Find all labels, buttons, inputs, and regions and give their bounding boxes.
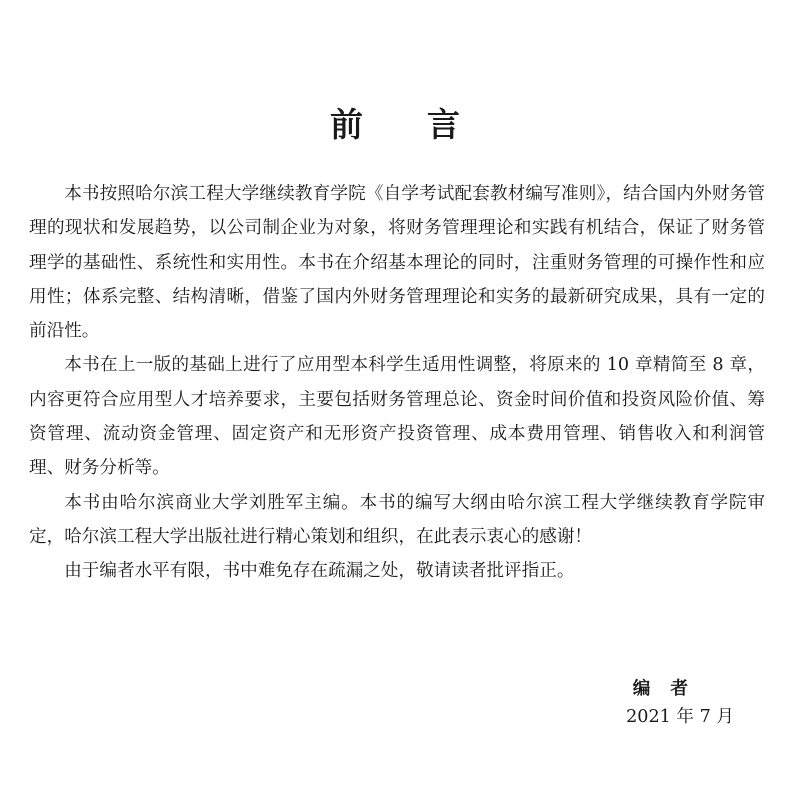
- page-title: 前言: [330, 105, 524, 145]
- preface-body: [29, 177, 765, 589]
- paragraph-1: 本书按照哈尔滨工程大学继续教育学院《自学考试配套教材编写准则》，结合国内外财务管理的现状和发展趋势，以公司制企业为对象，将财务管理理论和实践有机结合，保证了财务管理学的基础性、系统性和实用性。本书在介绍基本理论的同时，注重财务管理的可操作性和应用性；体系完整、结构清晰，借鉴了国内外财务管理理论和实务的最新研究成果，具有一定的前沿性。: [29, 184, 765, 342]
- signature: 编者: [632, 679, 708, 699]
- paragraph-2: 本书在上一版的基础上进行了应用型本科学生适用性调整，将原来的 10 章精简至 8 章，内容更符合应用型人才培养要求，主要包括财务管理总论、资金时间价值和投资风险价值、筹资管理、流动资金管理、固定资产和无形资产投资管理、成本费用管理、销售收入和利润管理、财务分析等。: [29, 355, 765, 479]
- date: 2021 年 7 月: [626, 707, 734, 727]
- paragraph-4: 由于编者水平有限，书中难免存在疏漏之处，敬请读者批评指正。: [64, 561, 575, 582]
- paragraph-3: 本书由哈尔滨商业大学刘胜军主编。本书的编写大纲由哈尔滨工程大学继续教育学院审定，哈尔滨工程大学出版社进行精心策划和组织，在此表示衷心的感谢！: [29, 492, 765, 547]
